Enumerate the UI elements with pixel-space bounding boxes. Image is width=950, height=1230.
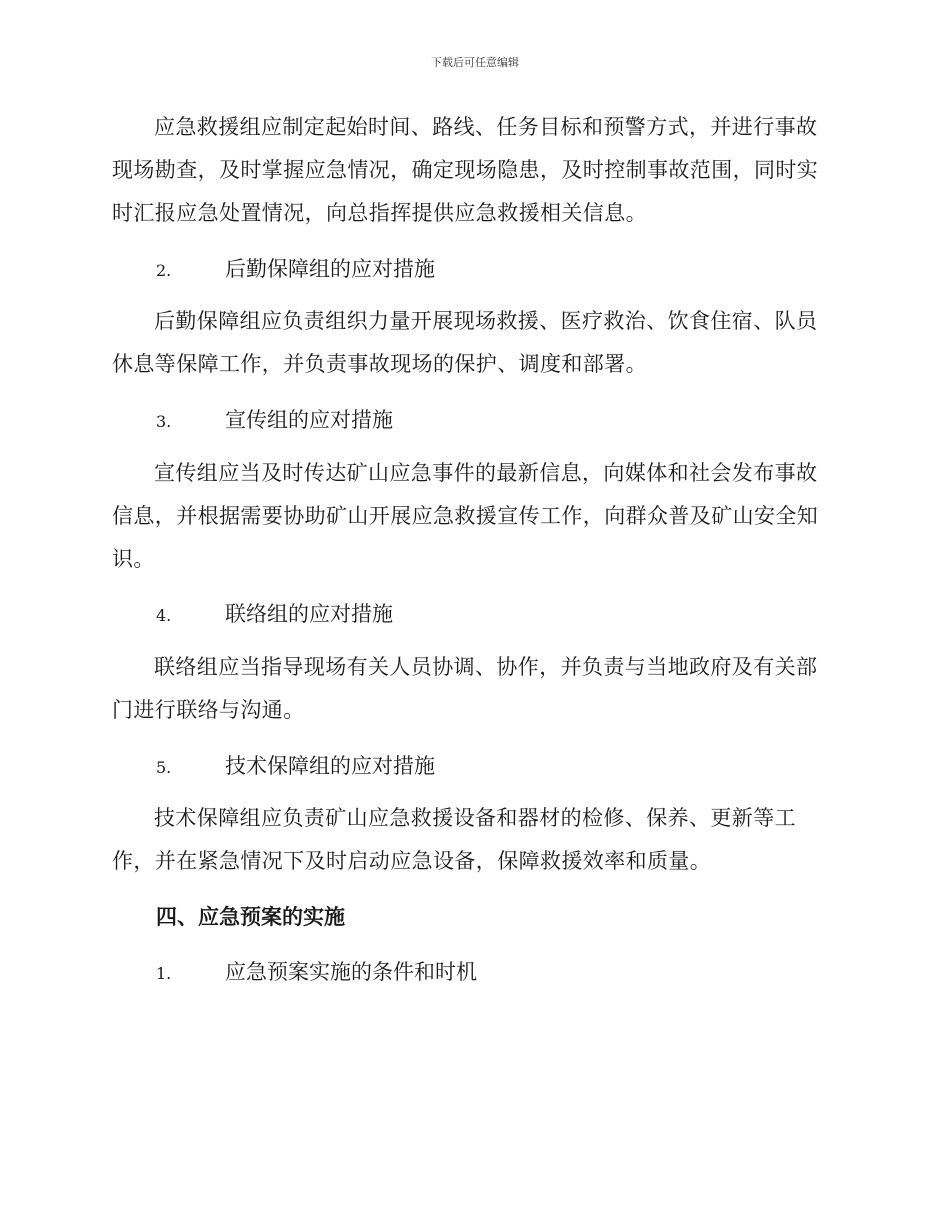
list-number: 1. [156, 964, 172, 983]
paragraph-emergency-rescue: 应急救援组应制定起始时间、路线、任务目标和预警方式，并进行事故现场勘查，及时掌握应急情况，确定现场隐患，及时控制事故范围，同时实时汇报应急处置情况，向总指挥提供应急救援相关信息。 [112, 115, 819, 225]
page-header: 下载后可任意编辑 [431, 56, 519, 69]
list-label: 后勤保障组的应对措施 [225, 257, 435, 281]
list-label: 联络组的应对措施 [225, 602, 393, 626]
list-item-liaison [156, 599, 393, 631]
paragraph-logistics: 后勤保障组应负责组织力量开展现场救援、医疗救治、饮食住宿、队员休息等保障工作，并负责事故现场的保护、调度和部署。 [112, 309, 818, 376]
paragraph-liaison: 联络组应当指导现场有关人员协调、协作，并负责与当地政府及有关部门进行联络与沟通。 [112, 655, 818, 722]
list-number: 5. [156, 758, 172, 777]
list-number: 3. [156, 412, 172, 431]
list-label: 应急预案实施的条件和时机 [225, 960, 477, 984]
list-item-logistics [156, 254, 435, 286]
section-heading: 四、应急预案的实施 [156, 904, 345, 929]
list-label: 宣传组的应对措施 [225, 408, 393, 432]
list-item-publicity [156, 405, 393, 437]
list-item-conditions [156, 957, 477, 989]
list-item-technical [156, 751, 435, 783]
paragraph-publicity: 宣传组应当及时传达矿山应急事件的最新信息，向媒体和社会发布事故信息，并根据需要协助矿山开展应急救援宣传工作，向群众普及矿山安全知识。 [112, 461, 819, 571]
list-label: 技术保障组的应对措施 [225, 754, 435, 778]
list-number: 2. [156, 261, 172, 280]
list-number: 4. [156, 606, 172, 625]
paragraph-technical: 技术保障组应负责矿山应急救援设备和器材的检修、保养、更新等工作，并在紧急情况下及时启动应急设备，保障救援效率和质量。 [112, 806, 796, 873]
